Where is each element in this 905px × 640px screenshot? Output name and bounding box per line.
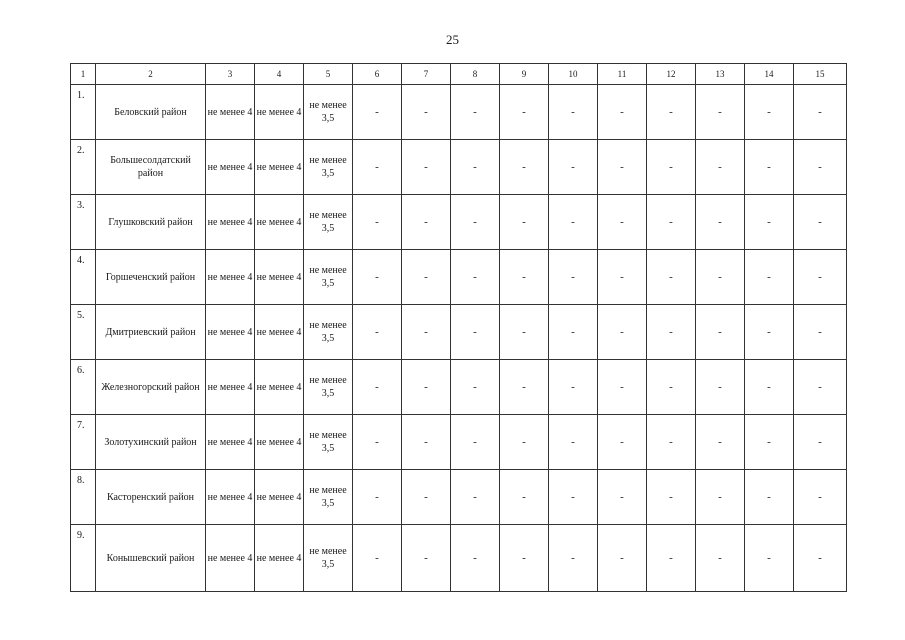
value-cell: не менее 4 bbox=[255, 140, 304, 195]
empty-value-cell: - bbox=[696, 360, 745, 415]
empty-value-cell: - bbox=[549, 195, 598, 250]
row-number: 6. bbox=[71, 360, 96, 415]
empty-value-cell: - bbox=[647, 140, 696, 195]
district-name: Беловский район bbox=[96, 85, 206, 140]
value-cell: не менее 3,5 bbox=[304, 305, 353, 360]
district-name: Конышевский район bbox=[96, 525, 206, 592]
empty-value-cell: - bbox=[696, 85, 745, 140]
table-row bbox=[71, 525, 847, 592]
empty-value-cell: - bbox=[451, 525, 500, 592]
value-cell: не менее 4 bbox=[206, 195, 255, 250]
column-header: 8 bbox=[451, 64, 500, 85]
empty-value-cell: - bbox=[451, 140, 500, 195]
row-number: 5. bbox=[71, 305, 96, 360]
empty-value-cell: - bbox=[500, 305, 549, 360]
table-body bbox=[71, 64, 847, 592]
empty-value-cell: - bbox=[402, 470, 451, 525]
column-number-row bbox=[71, 64, 847, 85]
empty-value-cell: - bbox=[598, 360, 647, 415]
empty-value-cell: - bbox=[402, 85, 451, 140]
district-name: Железногорский район bbox=[96, 360, 206, 415]
empty-value-cell: - bbox=[402, 195, 451, 250]
empty-value-cell: - bbox=[794, 305, 847, 360]
value-cell: не менее 4 bbox=[255, 195, 304, 250]
empty-value-cell: - bbox=[500, 360, 549, 415]
value-cell: не менее 3,5 bbox=[304, 360, 353, 415]
page-number: 25 bbox=[446, 32, 459, 47]
empty-value-cell: - bbox=[500, 85, 549, 140]
empty-value-cell: - bbox=[598, 250, 647, 305]
empty-value-cell: - bbox=[549, 360, 598, 415]
empty-value-cell: - bbox=[647, 415, 696, 470]
empty-value-cell: - bbox=[353, 525, 402, 592]
value-cell: не менее 4 bbox=[255, 250, 304, 305]
empty-value-cell: - bbox=[402, 525, 451, 592]
empty-value-cell: - bbox=[794, 140, 847, 195]
row-number: 1. bbox=[71, 85, 96, 140]
empty-value-cell: - bbox=[794, 470, 847, 525]
district-name: Большесолдатский район bbox=[96, 140, 206, 195]
row-number: 7. bbox=[71, 415, 96, 470]
empty-value-cell: - bbox=[353, 470, 402, 525]
row-number: 3. bbox=[71, 195, 96, 250]
column-header: 15 bbox=[794, 64, 847, 85]
column-header: 7 bbox=[402, 64, 451, 85]
empty-value-cell: - bbox=[451, 415, 500, 470]
empty-value-cell: - bbox=[598, 85, 647, 140]
empty-value-cell: - bbox=[696, 195, 745, 250]
empty-value-cell: - bbox=[647, 305, 696, 360]
table-row bbox=[71, 305, 847, 360]
empty-value-cell: - bbox=[696, 305, 745, 360]
value-cell: не менее 4 bbox=[255, 415, 304, 470]
value-cell: не менее 4 bbox=[255, 305, 304, 360]
empty-value-cell: - bbox=[598, 140, 647, 195]
value-cell: не менее 4 bbox=[206, 470, 255, 525]
empty-value-cell: - bbox=[549, 470, 598, 525]
empty-value-cell: - bbox=[549, 525, 598, 592]
empty-value-cell: - bbox=[549, 140, 598, 195]
value-cell: не менее 3,5 bbox=[304, 525, 353, 592]
empty-value-cell: - bbox=[696, 250, 745, 305]
value-cell: не менее 4 bbox=[206, 360, 255, 415]
empty-value-cell: - bbox=[647, 85, 696, 140]
empty-value-cell: - bbox=[696, 470, 745, 525]
column-header: 11 bbox=[598, 64, 647, 85]
row-number: 8. bbox=[71, 470, 96, 525]
value-cell: не менее 3,5 bbox=[304, 195, 353, 250]
table-row bbox=[71, 195, 847, 250]
value-cell: не менее 4 bbox=[255, 360, 304, 415]
empty-value-cell: - bbox=[745, 360, 794, 415]
value-cell: не менее 4 bbox=[206, 525, 255, 592]
empty-value-cell: - bbox=[402, 360, 451, 415]
empty-value-cell: - bbox=[353, 195, 402, 250]
value-cell: не менее 4 bbox=[206, 85, 255, 140]
empty-value-cell: - bbox=[745, 305, 794, 360]
row-number: 2. bbox=[71, 140, 96, 195]
empty-value-cell: - bbox=[745, 140, 794, 195]
empty-value-cell: - bbox=[353, 140, 402, 195]
empty-value-cell: - bbox=[598, 415, 647, 470]
empty-value-cell: - bbox=[500, 525, 549, 592]
district-name: Горшеченский район bbox=[96, 250, 206, 305]
column-header: 1 bbox=[71, 64, 96, 85]
value-cell: не менее 3,5 bbox=[304, 140, 353, 195]
column-header: 6 bbox=[353, 64, 402, 85]
row-number: 4. bbox=[71, 250, 96, 305]
empty-value-cell: - bbox=[500, 140, 549, 195]
empty-value-cell: - bbox=[402, 415, 451, 470]
empty-value-cell: - bbox=[794, 415, 847, 470]
table-row bbox=[71, 250, 847, 305]
table-row bbox=[71, 140, 847, 195]
empty-value-cell: - bbox=[451, 85, 500, 140]
column-header: 9 bbox=[500, 64, 549, 85]
empty-value-cell: - bbox=[794, 525, 847, 592]
empty-value-cell: - bbox=[500, 415, 549, 470]
district-standards-table bbox=[70, 63, 847, 592]
empty-value-cell: - bbox=[500, 470, 549, 525]
value-cell: не менее 4 bbox=[206, 415, 255, 470]
column-header: 13 bbox=[696, 64, 745, 85]
empty-value-cell: - bbox=[745, 525, 794, 592]
district-name: Касторенский район bbox=[96, 470, 206, 525]
empty-value-cell: - bbox=[647, 195, 696, 250]
column-header: 4 bbox=[255, 64, 304, 85]
column-header: 2 bbox=[96, 64, 206, 85]
empty-value-cell: - bbox=[451, 470, 500, 525]
value-cell: не менее 4 bbox=[206, 250, 255, 305]
table-row bbox=[71, 415, 847, 470]
column-header: 14 bbox=[745, 64, 794, 85]
empty-value-cell: - bbox=[500, 250, 549, 305]
empty-value-cell: - bbox=[745, 85, 794, 140]
empty-value-cell: - bbox=[745, 195, 794, 250]
empty-value-cell: - bbox=[647, 525, 696, 592]
empty-value-cell: - bbox=[647, 470, 696, 525]
empty-value-cell: - bbox=[745, 415, 794, 470]
empty-value-cell: - bbox=[696, 525, 745, 592]
empty-value-cell: - bbox=[353, 250, 402, 305]
empty-value-cell: - bbox=[353, 415, 402, 470]
empty-value-cell: - bbox=[598, 470, 647, 525]
empty-value-cell: - bbox=[451, 195, 500, 250]
empty-value-cell: - bbox=[402, 250, 451, 305]
table-row bbox=[71, 360, 847, 415]
table-row bbox=[71, 85, 847, 140]
value-cell: не менее 4 bbox=[255, 470, 304, 525]
value-cell: не менее 4 bbox=[255, 85, 304, 140]
empty-value-cell: - bbox=[549, 250, 598, 305]
value-cell: не менее 4 bbox=[206, 305, 255, 360]
empty-value-cell: - bbox=[353, 85, 402, 140]
district-name: Дмитриевский район bbox=[96, 305, 206, 360]
empty-value-cell: - bbox=[549, 85, 598, 140]
empty-value-cell: - bbox=[598, 195, 647, 250]
empty-value-cell: - bbox=[500, 195, 549, 250]
empty-value-cell: - bbox=[794, 250, 847, 305]
empty-value-cell: - bbox=[402, 140, 451, 195]
empty-value-cell: - bbox=[696, 415, 745, 470]
empty-value-cell: - bbox=[549, 305, 598, 360]
value-cell: не менее 4 bbox=[255, 525, 304, 592]
empty-value-cell: - bbox=[353, 305, 402, 360]
empty-value-cell: - bbox=[598, 525, 647, 592]
empty-value-cell: - bbox=[696, 140, 745, 195]
empty-value-cell: - bbox=[794, 85, 847, 140]
empty-value-cell: - bbox=[745, 250, 794, 305]
empty-value-cell: - bbox=[647, 360, 696, 415]
value-cell: не менее 3,5 bbox=[304, 470, 353, 525]
district-name: Глушковский район bbox=[96, 195, 206, 250]
empty-value-cell: - bbox=[451, 305, 500, 360]
empty-value-cell: - bbox=[745, 470, 794, 525]
column-header: 3 bbox=[206, 64, 255, 85]
empty-value-cell: - bbox=[451, 360, 500, 415]
value-cell: не менее 4 bbox=[206, 140, 255, 195]
value-cell: не менее 3,5 bbox=[304, 250, 353, 305]
value-cell: не менее 3,5 bbox=[304, 85, 353, 140]
empty-value-cell: - bbox=[794, 360, 847, 415]
empty-value-cell: - bbox=[402, 305, 451, 360]
value-cell: не менее 3,5 bbox=[304, 415, 353, 470]
table-row bbox=[71, 470, 847, 525]
column-header: 10 bbox=[549, 64, 598, 85]
district-name: Золотухинский район bbox=[96, 415, 206, 470]
empty-value-cell: - bbox=[647, 250, 696, 305]
empty-value-cell: - bbox=[598, 305, 647, 360]
empty-value-cell: - bbox=[353, 360, 402, 415]
empty-value-cell: - bbox=[794, 195, 847, 250]
empty-value-cell: - bbox=[549, 415, 598, 470]
empty-value-cell: - bbox=[451, 250, 500, 305]
column-header: 5 bbox=[304, 64, 353, 85]
row-number: 9. bbox=[71, 525, 96, 592]
column-header: 12 bbox=[647, 64, 696, 85]
